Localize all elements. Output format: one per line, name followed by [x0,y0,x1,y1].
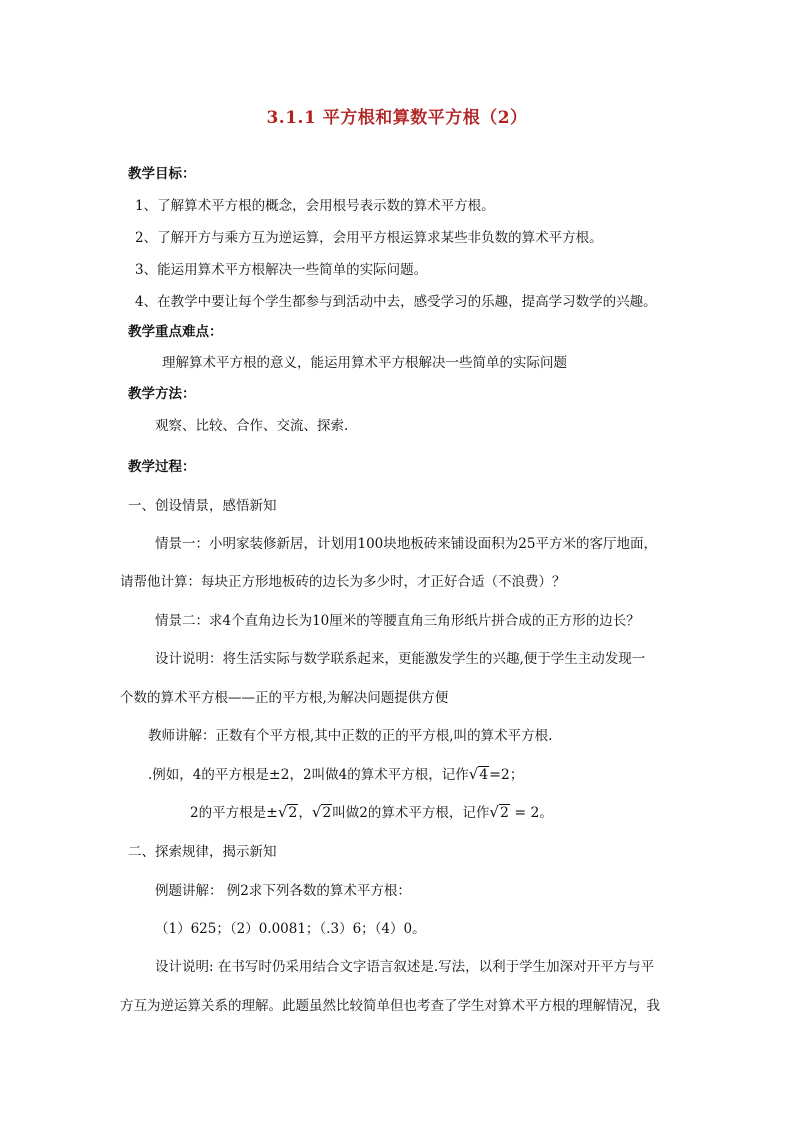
scene-1-line-2: 请帮他计算：每块正方形地板砖的边长为多少时，才正好合适（不浪费）？ [120,574,566,590]
example-text: ，2叫做4的算术平方根，记作 [289,767,469,783]
radical-icon: √ [311,803,322,821]
goal-item-4: 4、在教学中要让每个学生都参与到活动中去，感受学习的乐趣，提高学习数学的兴趣。 [135,294,657,310]
goal-item-1: 1、了解算术平方根的概念，会用根号表示数的算术平方根。 [135,198,495,214]
radicand: 4 [479,767,489,783]
design-note-1-line-1: 设计说明：将生活实际与数学联系起来，更能激发学生的兴趣,便于学生主动发现一 [155,651,646,667]
scene-1-line-1: 情景一：小明家装修新居，计划用100块地板砖来铺设面积为25平方米的客厅地面， [155,536,657,552]
radical-icon: √ [489,803,499,821]
sqrt-expression [312,803,332,822]
methods-heading: 教学方法： [128,386,196,402]
example-text: 叫做2的算术平方根，记作 [332,805,490,821]
equals-value: = 2 [509,805,540,821]
example-text: .例如，4的平方根是 [148,767,269,783]
design-note-2-line-1: 设计说明: 在书写时仍采用结合文字语言叙述是.写法，以利于学生加深对开平方与平 [155,959,655,975]
page-title: 3.1.1 平方根和算数平方根（2） [266,108,528,128]
radicand: 2 [288,805,298,821]
example-sqrt-2 [190,803,553,822]
example-text: ， [298,805,312,821]
radicand: 2 [322,805,332,821]
plus-minus-sign: ± [266,805,278,821]
example-text: 2的平方根是 [190,805,267,821]
example-sqrt-4 [148,765,523,784]
radicand: 2 [499,805,509,821]
sqrt-expression [278,803,298,822]
goals-heading: 教学目标： [128,166,196,182]
example-items: （1）625；（2）0.0081；（.3）6；（4）0。 [155,921,426,937]
example-end: ； [509,767,524,783]
process-heading: 教学过程： [128,459,196,475]
equals-value: =2 [489,767,510,783]
radical-icon: √ [468,765,479,783]
section-2-heading: 二、探索规律，揭示新知 [128,844,277,860]
goal-item-2: 2、了解开方与乘方互为逆运算，会用平方根运算求某些非负数的算术平方根。 [135,230,603,246]
keypoints-heading: 教学重点难点： [128,324,223,340]
design-note-1-line-2: 个数的算术平方根——正的平方根,为解决问题提供方便 [120,690,449,706]
example-end: 。 [539,805,553,821]
keypoints-text: 理解算术平方根的意义，能运用算术平方根解决一些简单的实际问题 [162,355,567,371]
methods-text: 观察、比较、合作、交流、探索. [155,418,349,434]
section-1-heading: 一、创设情景，感悟新知 [128,498,277,514]
radical-icon: √ [277,803,288,821]
plus-minus-value: ±2 [268,767,290,783]
teacher-explanation: 教师讲解：正数有个平方根,其中正数的正的平方根,叫的算术平方根. [148,728,553,744]
goal-item-3: 3、能运用算术平方根解决一些简单的实际问题。 [135,262,428,278]
example-heading: 例题讲解： 例2求下列各数的算术平方根： [155,883,411,899]
design-note-2-line-2: 方互为逆运算关系的理解。此题虽然比较简单但也考查了学生对算术平方根的理解情况，我 [120,998,660,1014]
sqrt-expression [489,803,509,822]
sqrt-expression [469,765,489,784]
scene-2: 情景二：求4个直角边长为10厘米的等腰直角三角形纸片拼合成的正方形的边长？ [155,613,640,629]
